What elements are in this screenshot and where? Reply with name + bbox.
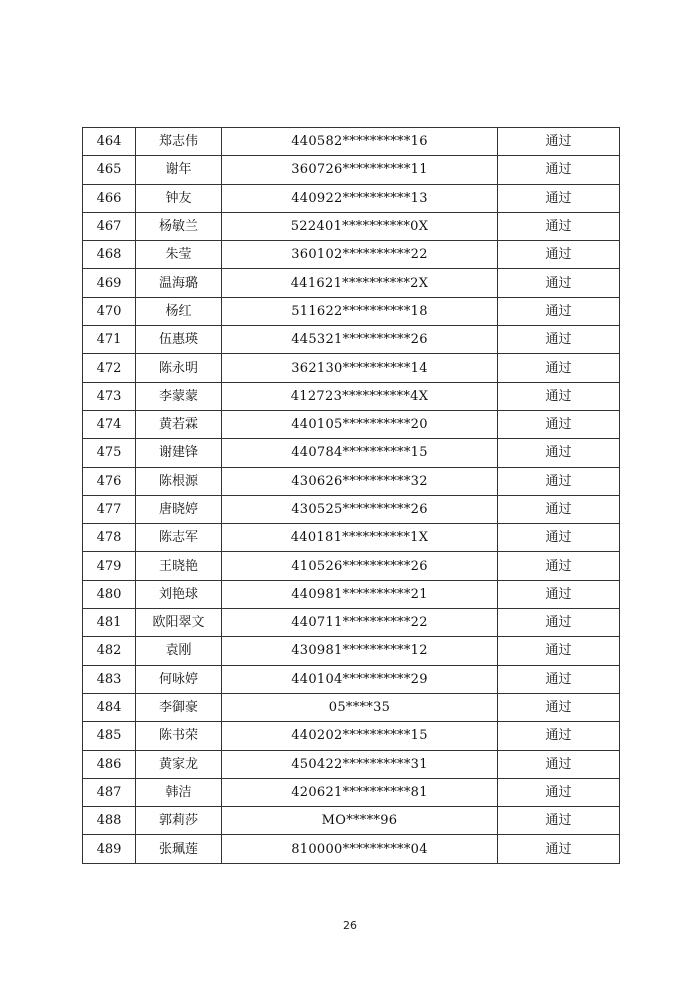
name-cell: 袁刚 (136, 637, 222, 665)
id-number-cell: 440202**********15 (222, 722, 498, 750)
table-row (83, 580, 620, 608)
id-number-cell: 440181**********1X (222, 524, 498, 552)
status-cell: 通过 (498, 778, 620, 806)
table-row (83, 722, 620, 750)
id-number-cell: 412723**********4X (222, 382, 498, 410)
status-cell: 通过 (498, 693, 620, 721)
id-number-cell: 440104**********29 (222, 665, 498, 693)
name-cell: 黄家龙 (136, 750, 222, 778)
id-number-cell: 522401**********0X (222, 212, 498, 240)
table-row (83, 410, 620, 438)
name-cell: 黄若霖 (136, 410, 222, 438)
name-cell: 欧阳翠文 (136, 609, 222, 637)
table-row (83, 467, 620, 495)
row-number-cell: 486 (83, 750, 136, 778)
name-cell: 郑志伟 (136, 128, 222, 156)
results-table (82, 127, 620, 864)
results-table-body (83, 128, 620, 864)
name-cell: 李御豪 (136, 693, 222, 721)
status-cell: 通过 (498, 297, 620, 325)
status-cell: 通过 (498, 184, 620, 212)
row-number-cell: 475 (83, 439, 136, 467)
row-number-cell: 478 (83, 524, 136, 552)
row-number-cell: 476 (83, 467, 136, 495)
name-cell: 陈永明 (136, 354, 222, 382)
row-number-cell: 489 (83, 835, 136, 863)
status-cell: 通过 (498, 212, 620, 240)
row-number-cell: 472 (83, 354, 136, 382)
status-cell: 通过 (498, 637, 620, 665)
table-row (83, 128, 620, 156)
table-row (83, 241, 620, 269)
id-number-cell: 445321**********26 (222, 326, 498, 354)
status-cell: 通过 (498, 665, 620, 693)
status-cell: 通过 (498, 750, 620, 778)
row-number-cell: 482 (83, 637, 136, 665)
status-cell: 通过 (498, 128, 620, 156)
row-number-cell: 484 (83, 693, 136, 721)
table-row (83, 665, 620, 693)
id-number-cell: MO*****96 (222, 807, 498, 835)
name-cell: 张珮莲 (136, 835, 222, 863)
id-number-cell: 440981**********21 (222, 580, 498, 608)
page-number: 26 (343, 919, 357, 932)
id-number-cell: 810000**********04 (222, 835, 498, 863)
row-number-cell: 465 (83, 156, 136, 184)
row-number-cell: 473 (83, 382, 136, 410)
name-cell: 温海璐 (136, 269, 222, 297)
row-number-cell: 483 (83, 665, 136, 693)
name-cell: 朱莹 (136, 241, 222, 269)
status-cell: 通过 (498, 552, 620, 580)
row-number-cell: 479 (83, 552, 136, 580)
row-number-cell: 468 (83, 241, 136, 269)
status-cell: 通过 (498, 156, 620, 184)
status-cell: 通过 (498, 807, 620, 835)
id-number-cell: 360726**********11 (222, 156, 498, 184)
name-cell: 钟友 (136, 184, 222, 212)
table-row (83, 156, 620, 184)
id-number-cell: 440582**********16 (222, 128, 498, 156)
table-row (83, 382, 620, 410)
table-row (83, 269, 620, 297)
name-cell: 陈根源 (136, 467, 222, 495)
name-cell: 谢建锋 (136, 439, 222, 467)
row-number-cell: 480 (83, 580, 136, 608)
row-number-cell: 481 (83, 609, 136, 637)
row-number-cell: 466 (83, 184, 136, 212)
name-cell: 杨红 (136, 297, 222, 325)
row-number-cell: 471 (83, 326, 136, 354)
id-number-cell: 511622**********18 (222, 297, 498, 325)
row-number-cell: 487 (83, 778, 136, 806)
table-row (83, 835, 620, 863)
table-row (83, 778, 620, 806)
row-number-cell: 477 (83, 495, 136, 523)
status-cell: 通过 (498, 467, 620, 495)
row-number-cell: 469 (83, 269, 136, 297)
name-cell: 陈书荣 (136, 722, 222, 750)
row-number-cell: 485 (83, 722, 136, 750)
table-row (83, 693, 620, 721)
table-row (83, 326, 620, 354)
table-row (83, 354, 620, 382)
status-cell: 通过 (498, 439, 620, 467)
status-cell: 通过 (498, 524, 620, 552)
table-row (83, 609, 620, 637)
id-number-cell: 450422**********31 (222, 750, 498, 778)
name-cell: 韩洁 (136, 778, 222, 806)
id-number-cell: 430981**********12 (222, 637, 498, 665)
status-cell: 通过 (498, 835, 620, 863)
status-cell: 通过 (498, 722, 620, 750)
name-cell: 唐晓婷 (136, 495, 222, 523)
id-number-cell: 362130**********14 (222, 354, 498, 382)
id-number-cell: 440105**********20 (222, 410, 498, 438)
status-cell: 通过 (498, 382, 620, 410)
id-number-cell: 440922**********13 (222, 184, 498, 212)
row-number-cell: 464 (83, 128, 136, 156)
status-cell: 通过 (498, 269, 620, 297)
id-number-cell: 430525**********26 (222, 495, 498, 523)
id-number-cell: 441621**********2X (222, 269, 498, 297)
name-cell: 杨敏兰 (136, 212, 222, 240)
status-cell: 通过 (498, 495, 620, 523)
id-number-cell: 440784**********15 (222, 439, 498, 467)
id-number-cell: 05****35 (222, 693, 498, 721)
row-number-cell: 488 (83, 807, 136, 835)
status-cell: 通过 (498, 410, 620, 438)
name-cell: 何咏婷 (136, 665, 222, 693)
table-row (83, 495, 620, 523)
id-number-cell: 360102**********22 (222, 241, 498, 269)
name-cell: 郭莉莎 (136, 807, 222, 835)
table-row (83, 552, 620, 580)
table-row (83, 297, 620, 325)
id-number-cell: 440711**********22 (222, 609, 498, 637)
id-number-cell: 410526**********26 (222, 552, 498, 580)
status-cell: 通过 (498, 354, 620, 382)
table-row (83, 807, 620, 835)
name-cell: 刘艳球 (136, 580, 222, 608)
name-cell: 王晓艳 (136, 552, 222, 580)
id-number-cell: 430626**********32 (222, 467, 498, 495)
table-row (83, 750, 620, 778)
table-row (83, 637, 620, 665)
status-cell: 通过 (498, 326, 620, 354)
table-row (83, 184, 620, 212)
name-cell: 伍惠瑛 (136, 326, 222, 354)
name-cell: 李蒙蒙 (136, 382, 222, 410)
status-cell: 通过 (498, 241, 620, 269)
table-row (83, 439, 620, 467)
name-cell: 陈志军 (136, 524, 222, 552)
table-row (83, 524, 620, 552)
row-number-cell: 470 (83, 297, 136, 325)
row-number-cell: 474 (83, 410, 136, 438)
name-cell: 谢年 (136, 156, 222, 184)
id-number-cell: 420621**********81 (222, 778, 498, 806)
row-number-cell: 467 (83, 212, 136, 240)
table-row (83, 212, 620, 240)
status-cell: 通过 (498, 580, 620, 608)
status-cell: 通过 (498, 609, 620, 637)
